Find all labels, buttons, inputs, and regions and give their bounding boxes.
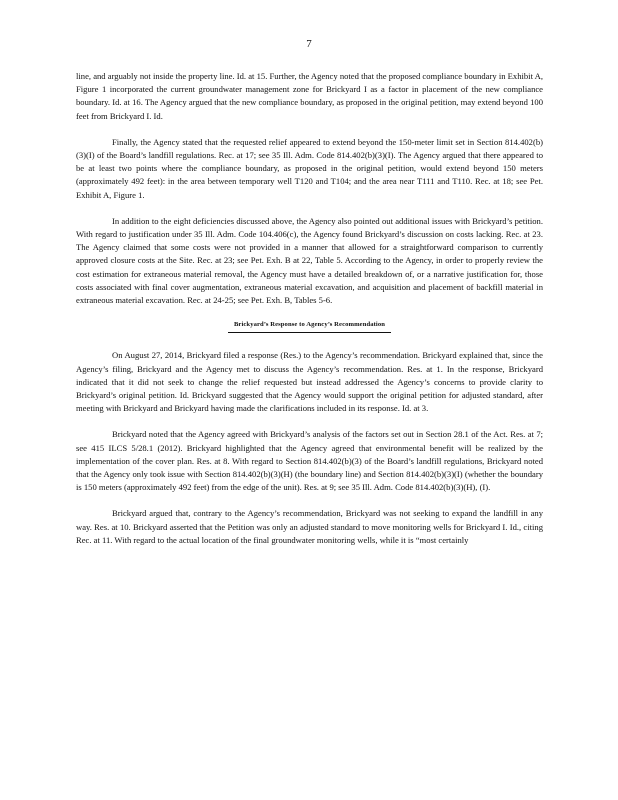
paragraph-finally: Finally, the Agency stated that the requested relief appeared to extend beyond the 150-meter limit set in Section 814.402(b)(3)(I) of the Board’s landfill regulations. Rec. at 17; see 35 Ill. Adm. Code 814.402(b)(3)(I). The Agency argued that there appeared to be at least two points where the compliance boundary, as proposed in the original petition, would extend beyond 150 meters (approximately 492 feet): in the area between temporary well T120 and T104; and the area near T111 and T110. Rec. at 18; see Pet. Exhibit A, Figure 1. (76, 136, 543, 200)
paragraph-not-expanding: Brickyard argued that, contrary to the Agency’s recommendation, Brickyard was not seeking to expand the landfill in any way. Res. at 10. Brickyard asserted that the Petition was only an adjusted standard to move monitoring wells for Brickyard I. Id., citing Rec. at 11. With regard to the actual location of the final groundwater monitoring wells, while it is “most certainly (76, 508, 543, 545)
paragraph-response-filed: On August 27, 2014, Brickyard filed a response (Res.) to the Agency’s recommendation. Brickyard explained that, since the Agency’s filing, Brickyard and the Agency met to discuss the Agency’s recommendation. Res. at 1. In the response, Brickyard indicated that it did not seek to change the relief requested but instead addressed the Agency’s concerns to provide clarity to Brickyard’s original petition. Id. Brickyard suggested that the Agency would support the original petition for adjusted standard, after meeting with Brickyard and Brickyard having made the clarifications included in its response. Id. at 3. (76, 350, 543, 414)
section-heading-row (76, 317, 543, 333)
paragraph-continuation: line, and arguably not inside the property line. Id. at 15. Further, the Agency noted that the proposed compliance boundary in Exhibit A, Figure 1 incorporated the current groundwater management zone for Brickyard I as a factor in placement of the new compliance boundary. Id. at 16. The Agency argued that the new compliance boundary, as proposed in the original petition, may extend beyond 100 feet from Brickyard I. Id. (76, 71, 543, 121)
section-heading: Brickyard’s Response to Agency’s Recommendation (228, 318, 391, 333)
paragraph-additional-issues: In addition to the eight deficiencies discussed above, the Agency also pointed out additional issues with Brickyard’s petition. With regard to justification under 35 Ill. Adm. Code 104.406(c), the Agency found Brickyard’s discussion on costs lacking. Rec. at 23. The Agency claimed that some costs were not provided in a manner that allowed for a straightforward comparison to currently approved closure costs at the Site. Rec. at 23; see Pet. Exh. B at 22, Table 5. According to the Agency, in order to properly review the cost estimation for extraneous material removal, the Agency must have a detailed breakdown of, or a narrative justification for, those costs associated with final cover augmentation, extraneous material excavation, and acquisition and placement of backfill material in extraneous material excavation. Rec. at 24-25; see Pet. Exh. B, Tables 5-6. (76, 215, 543, 306)
page-number: 7 (306, 38, 312, 50)
document-body (76, 70, 543, 560)
paragraph-analysis-agreed: Brickyard noted that the Agency agreed with Brickyard’s analysis of the factors set out in Section 28.1 of the Act. Res. at 7; see 415 ILCS 5/28.1 (2012). Brickyard highlighted that the Agency agreed that environmental benefit will be realized by the implementation of the cover plan. Res. at 8. With regard to Section 814.402(b)(3) of the Board’s landfill regulations, Brickyard noted that the Agency only took issue with Section 814.402(b)(3)(H) (the boundary line) and Section 814.402(b)(3)(I) (whether the boundary is 150 meters (approximately 492 feet) from the edge of the unit). Res. at 9; see 35 Ill. Adm. Code 814.402(b)(3)(H), (I). (76, 429, 543, 493)
